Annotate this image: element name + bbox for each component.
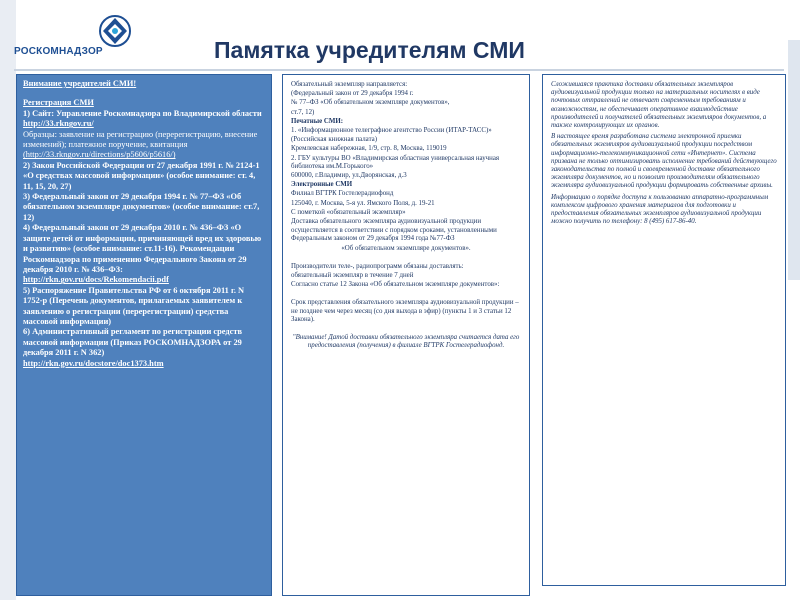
text-line: № 77–ФЗ «Об обязательном экземпляре документов», bbox=[291, 99, 450, 107]
text-line: ст.7, 12) bbox=[291, 108, 315, 116]
spacer bbox=[291, 290, 521, 299]
page-title: Памятка учредителям СМИ bbox=[214, 37, 525, 63]
list-item: 5) Распоряжение Правительства РФ от 6 октября 2011 г. N 1752-р (Перечень документов, прилагаемых заявителем к заявлению о регистрации (перерегистрации) средства массовой информации) bbox=[23, 285, 245, 326]
text-line: осуществляется в соответствии с порядком сроками, установленными Федеральным законом от 29 декабря 1994 года №77-ФЗ bbox=[291, 227, 497, 243]
decorative-stripe bbox=[0, 0, 16, 600]
spacer bbox=[291, 254, 521, 263]
text-line: Кремлевская набережная, 1/9, стр. 8, Москва, 119019 bbox=[291, 145, 447, 153]
link[interactable]: http://rkn.gov.ru/docs/Rekomendacii.pdf bbox=[23, 275, 169, 285]
text-line: Филиал ВГТРК Гостелерадиофонд bbox=[291, 190, 394, 198]
spacer bbox=[23, 89, 265, 98]
text-line: Согласно статье 12 Закона «Об обязательном экземпляре документов»: bbox=[291, 281, 500, 289]
text-line: 125040, г. Москва, 5-я ул. Ямского Поля, д. 19-21 bbox=[291, 199, 435, 207]
link[interactable]: http://rkn.gov.ru/docstore/doc1373.htm bbox=[23, 358, 164, 368]
list-item: 2) Закон Российской Федерации от 27 декабря 1991 г. № 2124-1 «О средствах массовой информации» (особое внимание: ст. 4, 11, 15, 20, 27) bbox=[23, 160, 260, 191]
text-line: «Об обязательном экземпляре документов». bbox=[341, 244, 471, 252]
section-heading: Печатные СМИ: bbox=[291, 117, 344, 125]
panel-heading: Внимание учредителей СМИ! bbox=[23, 79, 137, 88]
text-line: С пометкой «обязательный экземпляр» bbox=[291, 208, 406, 216]
title-divider bbox=[14, 69, 784, 71]
list-item: 6) Административный регламент по регистрации средств массовой информации (Приказ РОСКОМНАДЗОРА от 29 декабря 2011 г. N 362) bbox=[23, 327, 242, 358]
text-line: (Российская книжная палата) bbox=[291, 136, 378, 144]
mandatory-copy-panel bbox=[282, 74, 530, 596]
text-line: Срок представления обязательного экземпляра аудиовизуальной продукции – не позднее чем через месяц (со дня выхода в эфир) (пункты 1 и 3 статьи 12 Закона). bbox=[291, 299, 519, 323]
text-line: 1. «Информационное телеграфное агентство России (ИТАР-ТАСС)» bbox=[291, 127, 492, 135]
list-item: 3) Федеральный закон от 29 декабря 1994 г. № 77–ФЗ «Об обязательном экземпляре документов» (особое внимание: ст.7, 12) bbox=[23, 192, 260, 222]
spacer bbox=[291, 325, 521, 334]
decorative-stripe-right bbox=[788, 40, 800, 280]
text-line: 2. ГБУ культуры ВО «Владимирская областная универсальная научная библиотека им.М.Горького» bbox=[291, 154, 500, 170]
paragraph: Информацию о порядке доступа к пользованию аппаратно-программным комплексом цифрового хранения материалов для подготовки и предоставления обязательных экземпляров аудиовизуальной продукции можно получить по телефону: 8 (495) 617-86-40. bbox=[551, 193, 769, 226]
list-item: Образцы: заявление на регистрацию (перерегистрацию, внесение изменений); платежное поручение, квитанция bbox=[23, 129, 258, 150]
text-line: обязательный экземпляр в течение 7 дней bbox=[291, 272, 414, 280]
registration-panel bbox=[16, 74, 272, 596]
paragraph: Сложившаяся практика доставки обязательных экземпляров аудиовизуальной продукции только на материальных носителях в виде почтовых отправлений не отвечает современным требованиям и возможностям, не обеспечивает оперативное взаимодействие производителей и получателей обязательных экземпляров документов, а также контролирующих их органов. bbox=[551, 81, 767, 130]
electronic-delivery-panel bbox=[542, 74, 786, 586]
notice-text: "Внимание! Датой доставки обязательного экземпляра считается дата его предоставления (получения) в филиале ВГТРК Гостелерадиофонд. bbox=[292, 334, 520, 350]
text-line: (Федеральный закон от 29 декабря 1994 г. bbox=[291, 90, 414, 98]
section-heading: Электронные СМИ bbox=[291, 181, 353, 189]
text-line: Доставка обязательного экземпляра аудиовизуальной продукции bbox=[291, 218, 482, 226]
roskomnadzor-logo bbox=[14, 14, 184, 66]
text-line: 600000, г.Владимир, ул.Дворянская, д.3 bbox=[291, 172, 407, 180]
list-item: 4) Федеральный закон от 29 декабря 2010 г. № 436–ФЗ «О защите детей от информации, причиняющей вред их здоровью и развитию» (особое внимание: ст.11-16). Рекомендации Роскомнадзора по применению Федерального Закона от 29 декабря 2010 г. № 436–ФЗ: bbox=[23, 223, 262, 274]
text-line: Производители теле-, радиопрограмм обязаны доставлять: bbox=[291, 262, 464, 270]
link[interactable]: http://33.rkngov.ru/ bbox=[23, 119, 94, 129]
link[interactable]: (http://33.rkngov.ru/directions/p5606/p5616/) bbox=[23, 150, 176, 160]
roskomnadzor-emblem-icon bbox=[98, 14, 132, 48]
section-heading: Регистрация СМИ bbox=[23, 98, 94, 108]
logo-text: РОСКОМНАДЗОР bbox=[14, 46, 103, 57]
text-line: Обязательный экземпляр направляется: bbox=[291, 81, 408, 88]
list-item: 1) Сайт: Управление Роскомнадзора по Владимирской области bbox=[23, 108, 262, 118]
paragraph: В настоящее время разработана система электронной приемки обязательных экземпляров аудиовизуальной продукции посредством информационно-телекоммуникационной сети «Интернет». Система призвана не только оптимизировать исполнение требований действующего законодательства по полной и своевременной доставке обязательного экземпляра документов, но и позволит производителям обязательного экземпляра аудиовизуальной продукции формировать собственные архивы. bbox=[551, 133, 777, 190]
